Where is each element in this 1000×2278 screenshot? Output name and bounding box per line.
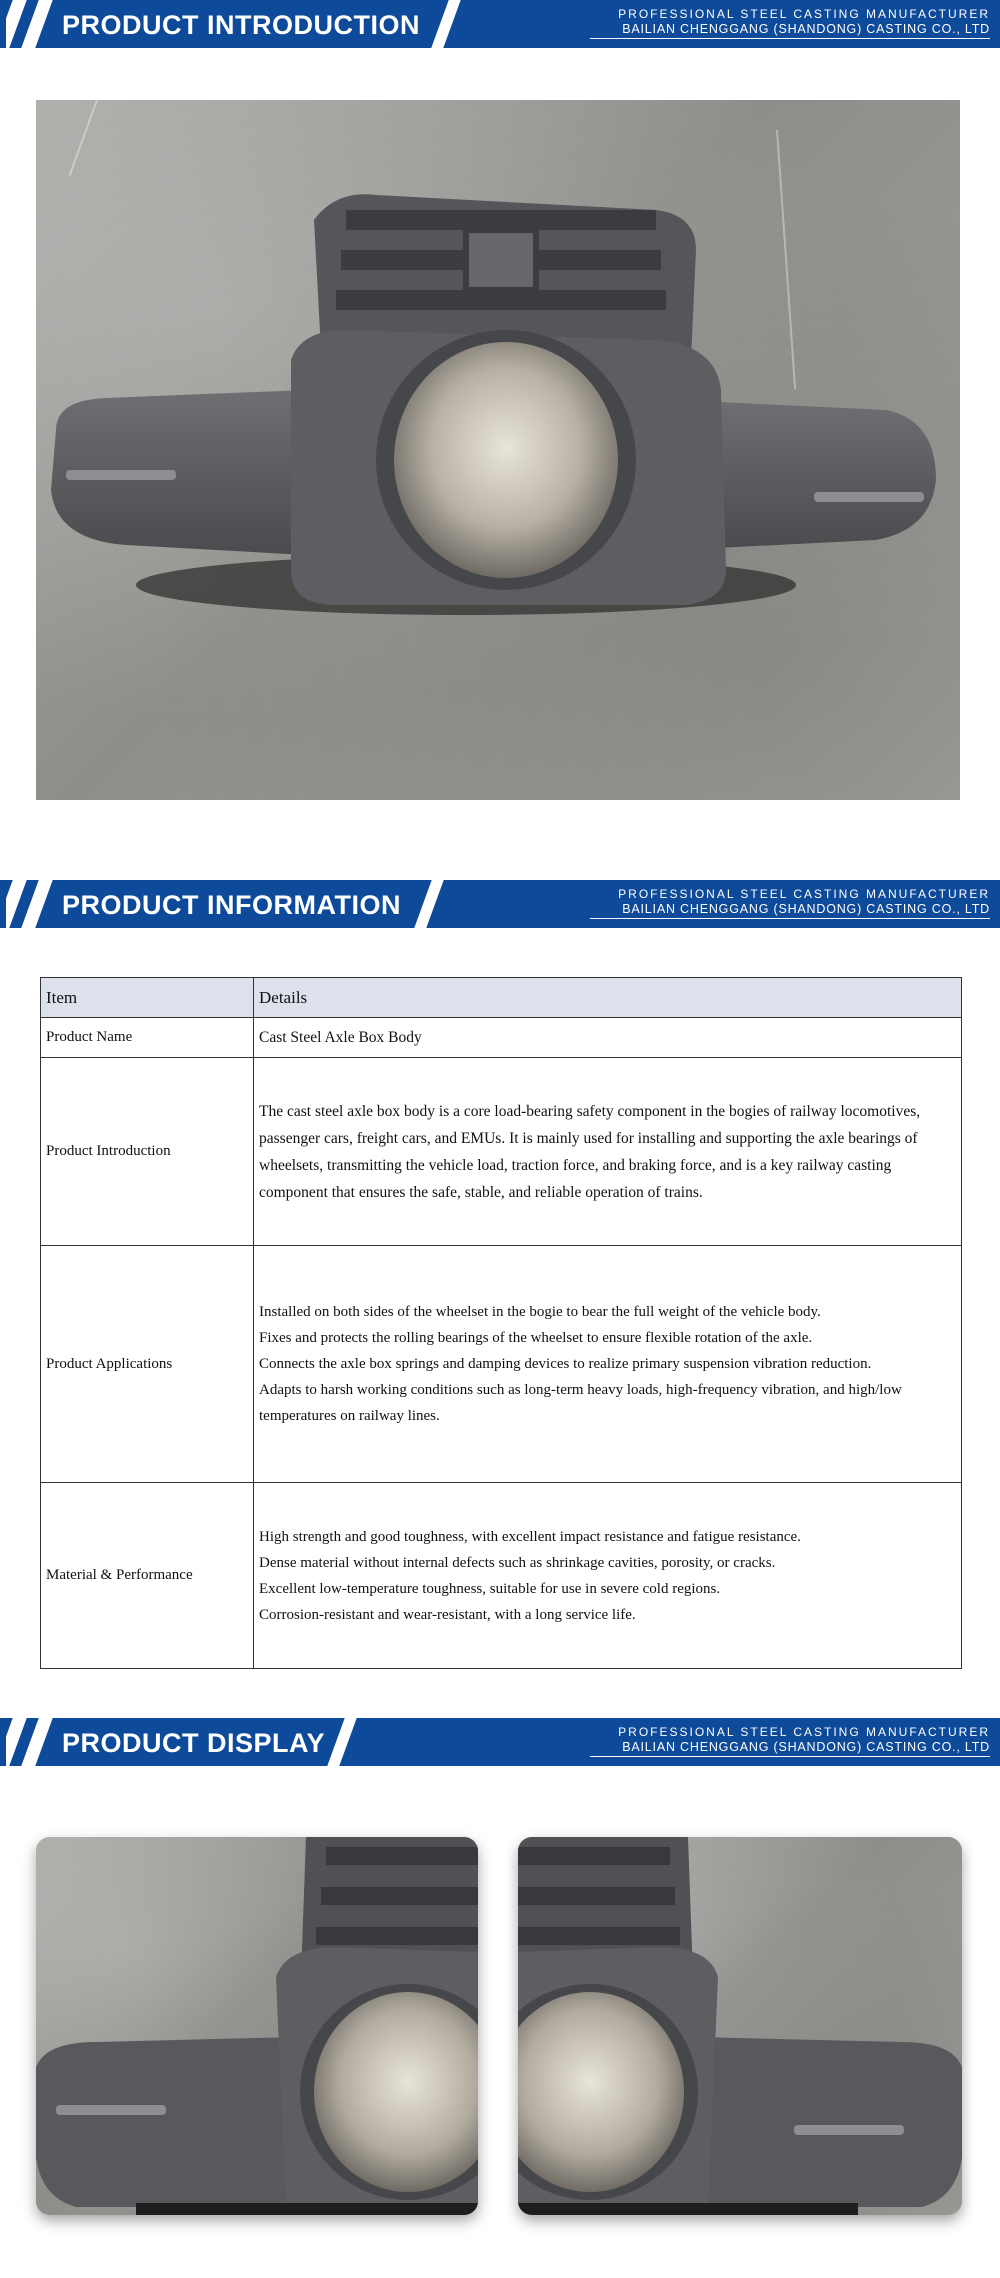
- section-title: PRODUCT DISPLAY: [62, 1728, 326, 1758]
- row-item-material-performance: Material & Performance: [41, 1483, 254, 1669]
- row-detail-product-name: Cast Steel Axle Box Body: [254, 1018, 962, 1058]
- row-item-product-introduction: Product Introduction: [41, 1058, 254, 1246]
- section-banner-information: [0, 880, 1000, 928]
- axle-box-left-image: [36, 1837, 478, 2215]
- table-row: [41, 1246, 962, 1483]
- detail-line: Connects the axle box springs and damping devices to realize primary suspension vibration reduction.: [259, 1356, 872, 1372]
- section-banner-display: [0, 1718, 1000, 1766]
- product-main-photo: [36, 100, 960, 800]
- row-detail-product-introduction: The cast steel axle box body is a core load-bearing safety component in the bogies of railway locomotives, passenger cars, freight cars, and EMUs. It is mainly used for installing and supporting the axle bearings of wheelsets, transmitting the vehicle load, traction force, and braking force, and is a key railway casting component that ensures the safe, stable, and reliable operation of trains.: [254, 1058, 962, 1246]
- row-item-product-name: Product Name: [41, 1018, 254, 1058]
- product-info-table: [40, 977, 962, 1669]
- table-row: [41, 1483, 962, 1669]
- row-item-product-applications: Product Applications: [41, 1246, 254, 1483]
- section-title: PRODUCT INFORMATION: [62, 890, 401, 920]
- product-display-photo-right: [518, 1837, 962, 2215]
- header-details: Details: [254, 978, 962, 1018]
- row-detail-product-applications: [254, 1246, 962, 1483]
- brand-tagline: PROFESSIONAL STEEL CASTING MANUFACTURER: [618, 7, 990, 21]
- detail-line: Adapts to harsh working conditions such as long-term heavy loads, high-frequency vibration, and high/low temperatures on railway lines.: [259, 1382, 902, 1424]
- product-display-photo-left: [36, 1837, 478, 2215]
- axle-box-body-image: [36, 100, 960, 800]
- table-header-row: [41, 978, 962, 1018]
- detail-line: Dense material without internal defects such as shrinkage cavities, porosity, or cracks.: [259, 1554, 776, 1571]
- brand-tagline: PROFESSIONAL STEEL CASTING MANUFACTURER: [618, 887, 990, 901]
- detail-line: Installed on both sides of the wheelset in the bogie to bear the full weight of the vehicle body.: [259, 1304, 821, 1320]
- section-title: PRODUCT INTRODUCTION: [62, 10, 420, 40]
- brand-tagline: PROFESSIONAL STEEL CASTING MANUFACTURER: [618, 1725, 990, 1739]
- table-row: [41, 1058, 962, 1246]
- axle-box-right-image: [518, 1837, 962, 2215]
- detail-line: Corrosion-resistant and wear-resistant, with a long service life.: [259, 1606, 636, 1623]
- detail-line: Excellent low-temperature toughness, suitable for use in severe cold regions.: [259, 1580, 721, 1597]
- brand-company: BAILIAN CHENGGANG (SHANDONG) CASTING CO., LTD: [590, 902, 990, 919]
- header-item: Item: [41, 978, 254, 1018]
- brand-company: BAILIAN CHENGGANG (SHANDONG) CASTING CO., LTD: [590, 1740, 990, 1757]
- detail-line: Fixes and protects the rolling bearings of the wheelset to ensure flexible rotation of the axle.: [259, 1330, 813, 1346]
- brand-company: BAILIAN CHENGGANG (SHANDONG) CASTING CO., LTD: [590, 22, 990, 39]
- section-banner-introduction: [0, 0, 1000, 48]
- detail-line: High strength and good toughness, with excellent impact resistance and fatigue resistance.: [259, 1528, 801, 1545]
- table-row: [41, 1018, 962, 1058]
- row-detail-material-performance: [254, 1483, 962, 1669]
